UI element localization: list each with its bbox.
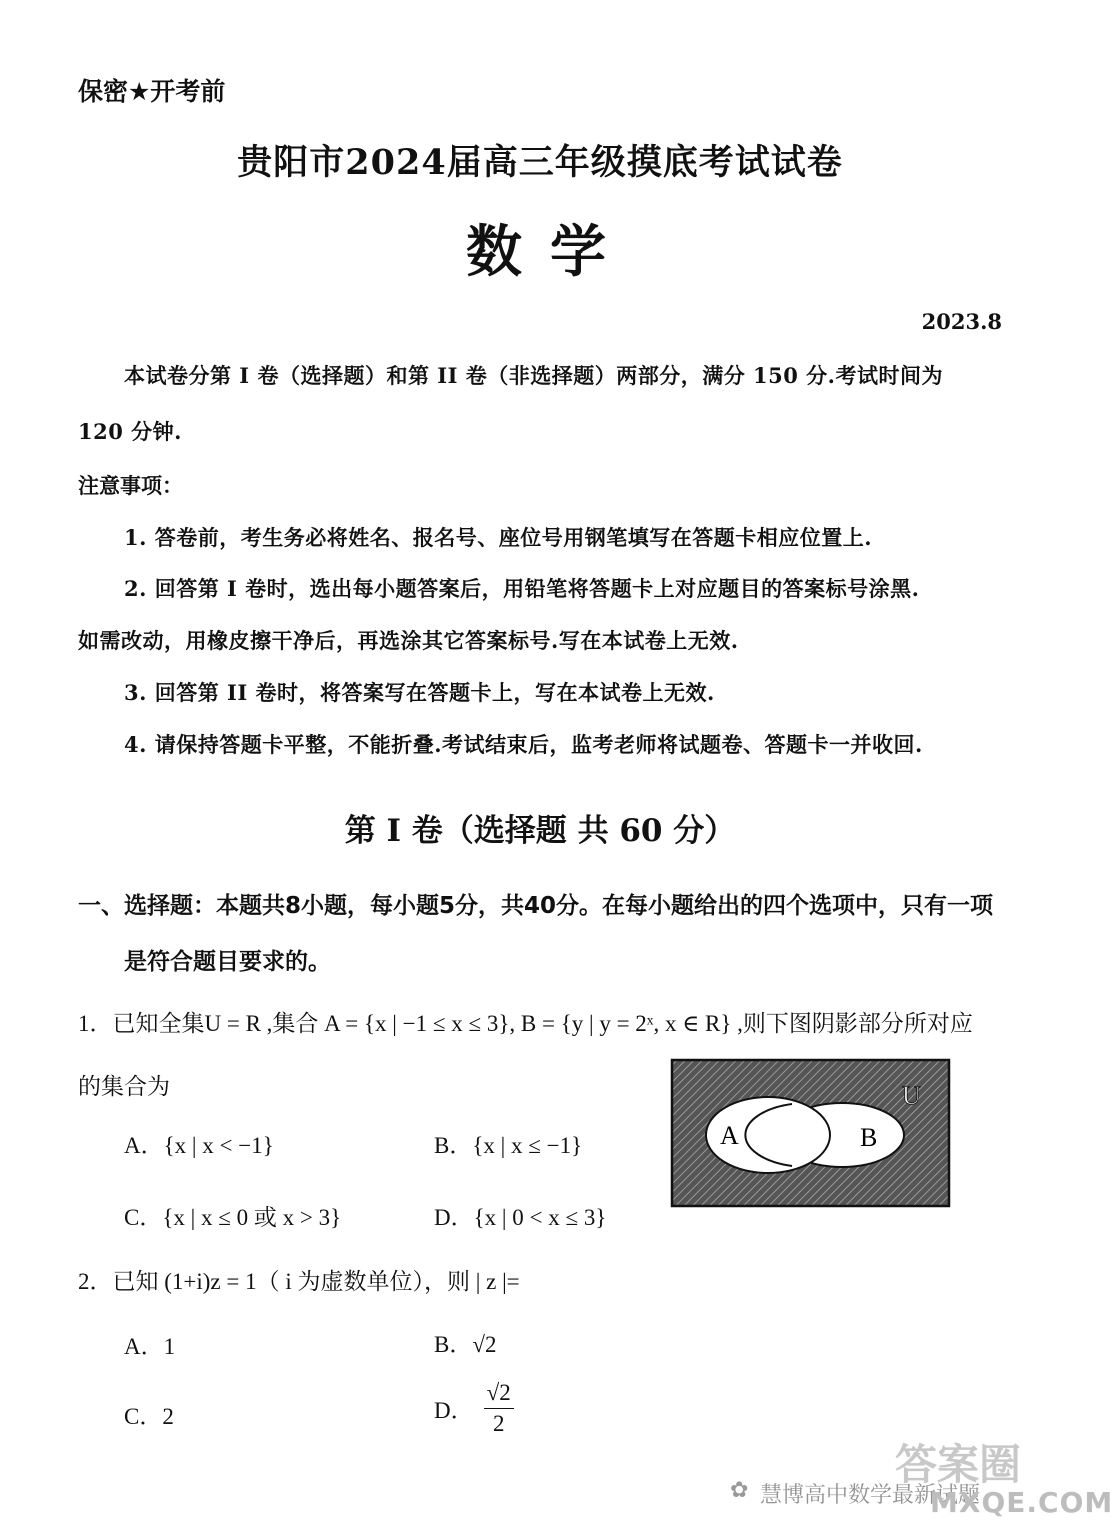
fraction-denominator: 2 xyxy=(492,1411,505,1436)
confidential-label: 保密★开考前 xyxy=(78,77,226,106)
question-2-option-c: C．2 xyxy=(124,1404,174,1429)
note-item-2-continued: 如需改动，用橡皮擦干净后，再选涂其它答案标号.写在本试卷上无效. xyxy=(78,628,739,653)
question-2-option-b xyxy=(434,1326,496,1359)
exam-title: 贵阳市2024届高三年级摸底考试试卷 xyxy=(237,142,843,183)
section-heading-line-2: 是符合题目要求的。 xyxy=(124,949,331,975)
part1-title: 第 I 卷（选择题 共 60 分） xyxy=(344,813,736,849)
intro-line-1: 本试卷分第 I 卷（选择题）和第 II 卷（非选择题）两部分，满分 150 分.考试时间为 xyxy=(124,363,943,388)
intro-line-2: 120 分钟. xyxy=(78,419,182,444)
note-item-1: 1. 答卷前，考生务必将姓名、报名号、座位号用钢笔填写在答题卡相应位置上. xyxy=(124,525,873,550)
question-1-option-a: A．{x | x < −1} xyxy=(124,1133,274,1158)
question-1-option-c: C．{x | x ≤ 0 或 x > 3} xyxy=(124,1205,342,1230)
option-letter: B． xyxy=(434,1332,473,1357)
note-item-4: 4. 请保持答题卡平整，不能折叠.考试结束后，监考老师将试题卷、答题卡一并收回. xyxy=(124,732,923,757)
venn-label-u: U xyxy=(902,1081,921,1110)
option-letter: D． xyxy=(434,1398,474,1423)
question-1-stem-continued: 的集合为 xyxy=(78,1074,170,1099)
question-1-option-b: B．{x | x ≤ −1} xyxy=(434,1133,583,1158)
subject-title: 数学 xyxy=(466,219,634,285)
section-heading-line-1: 一、选择题：本题共8小题，每小题5分，共40分。在每小题给出的四个选项中，只有一项 xyxy=(78,893,994,919)
sqrt-two-value: √2 xyxy=(472,1332,497,1357)
fraction-numerator: √2 xyxy=(484,1380,514,1409)
venn-label-b: B xyxy=(860,1123,878,1152)
note-item-3: 3. 回答第 II 卷时，将答案写在答题卡上，写在本试卷上无效. xyxy=(124,680,715,705)
watermark-wechat-account: 慧博高中数学最新试题 xyxy=(760,1483,981,1508)
question-2-stem: 2．已知 (1+i)z = 1（ i 为虚数单位），则 | z |= xyxy=(78,1269,520,1294)
question-1-option-d: D．{x | 0 < x ≤ 3} xyxy=(434,1205,607,1230)
question-2-option-d xyxy=(434,1380,514,1437)
note-item-2: 2. 回答第 I 卷时，选出每小题答案后，用铅笔将答题卡上对应题目的答案标号涂黑. xyxy=(124,576,920,601)
venn-diagram xyxy=(670,1058,952,1210)
notes-title: 注意事项： xyxy=(78,474,183,498)
question-2-option-a: A．1 xyxy=(124,1334,176,1359)
fraction xyxy=(484,1380,514,1437)
watermark-site-logo: 答案圈 xyxy=(895,1440,1022,1489)
wechat-icon: ✿ xyxy=(730,1478,749,1503)
question-1-stem: 1．已知全集U = R ,集合 A = {x | −1 ≤ x ≤ 3}, B = {y | y = 2ˣ, x ∈ R} ,则下图阴影部分所对应 xyxy=(78,1011,973,1036)
watermark-url: MXQE.COM xyxy=(930,1486,1113,1519)
exam-date: 2023.8 xyxy=(921,309,1002,334)
venn-label-a: A xyxy=(720,1121,739,1150)
